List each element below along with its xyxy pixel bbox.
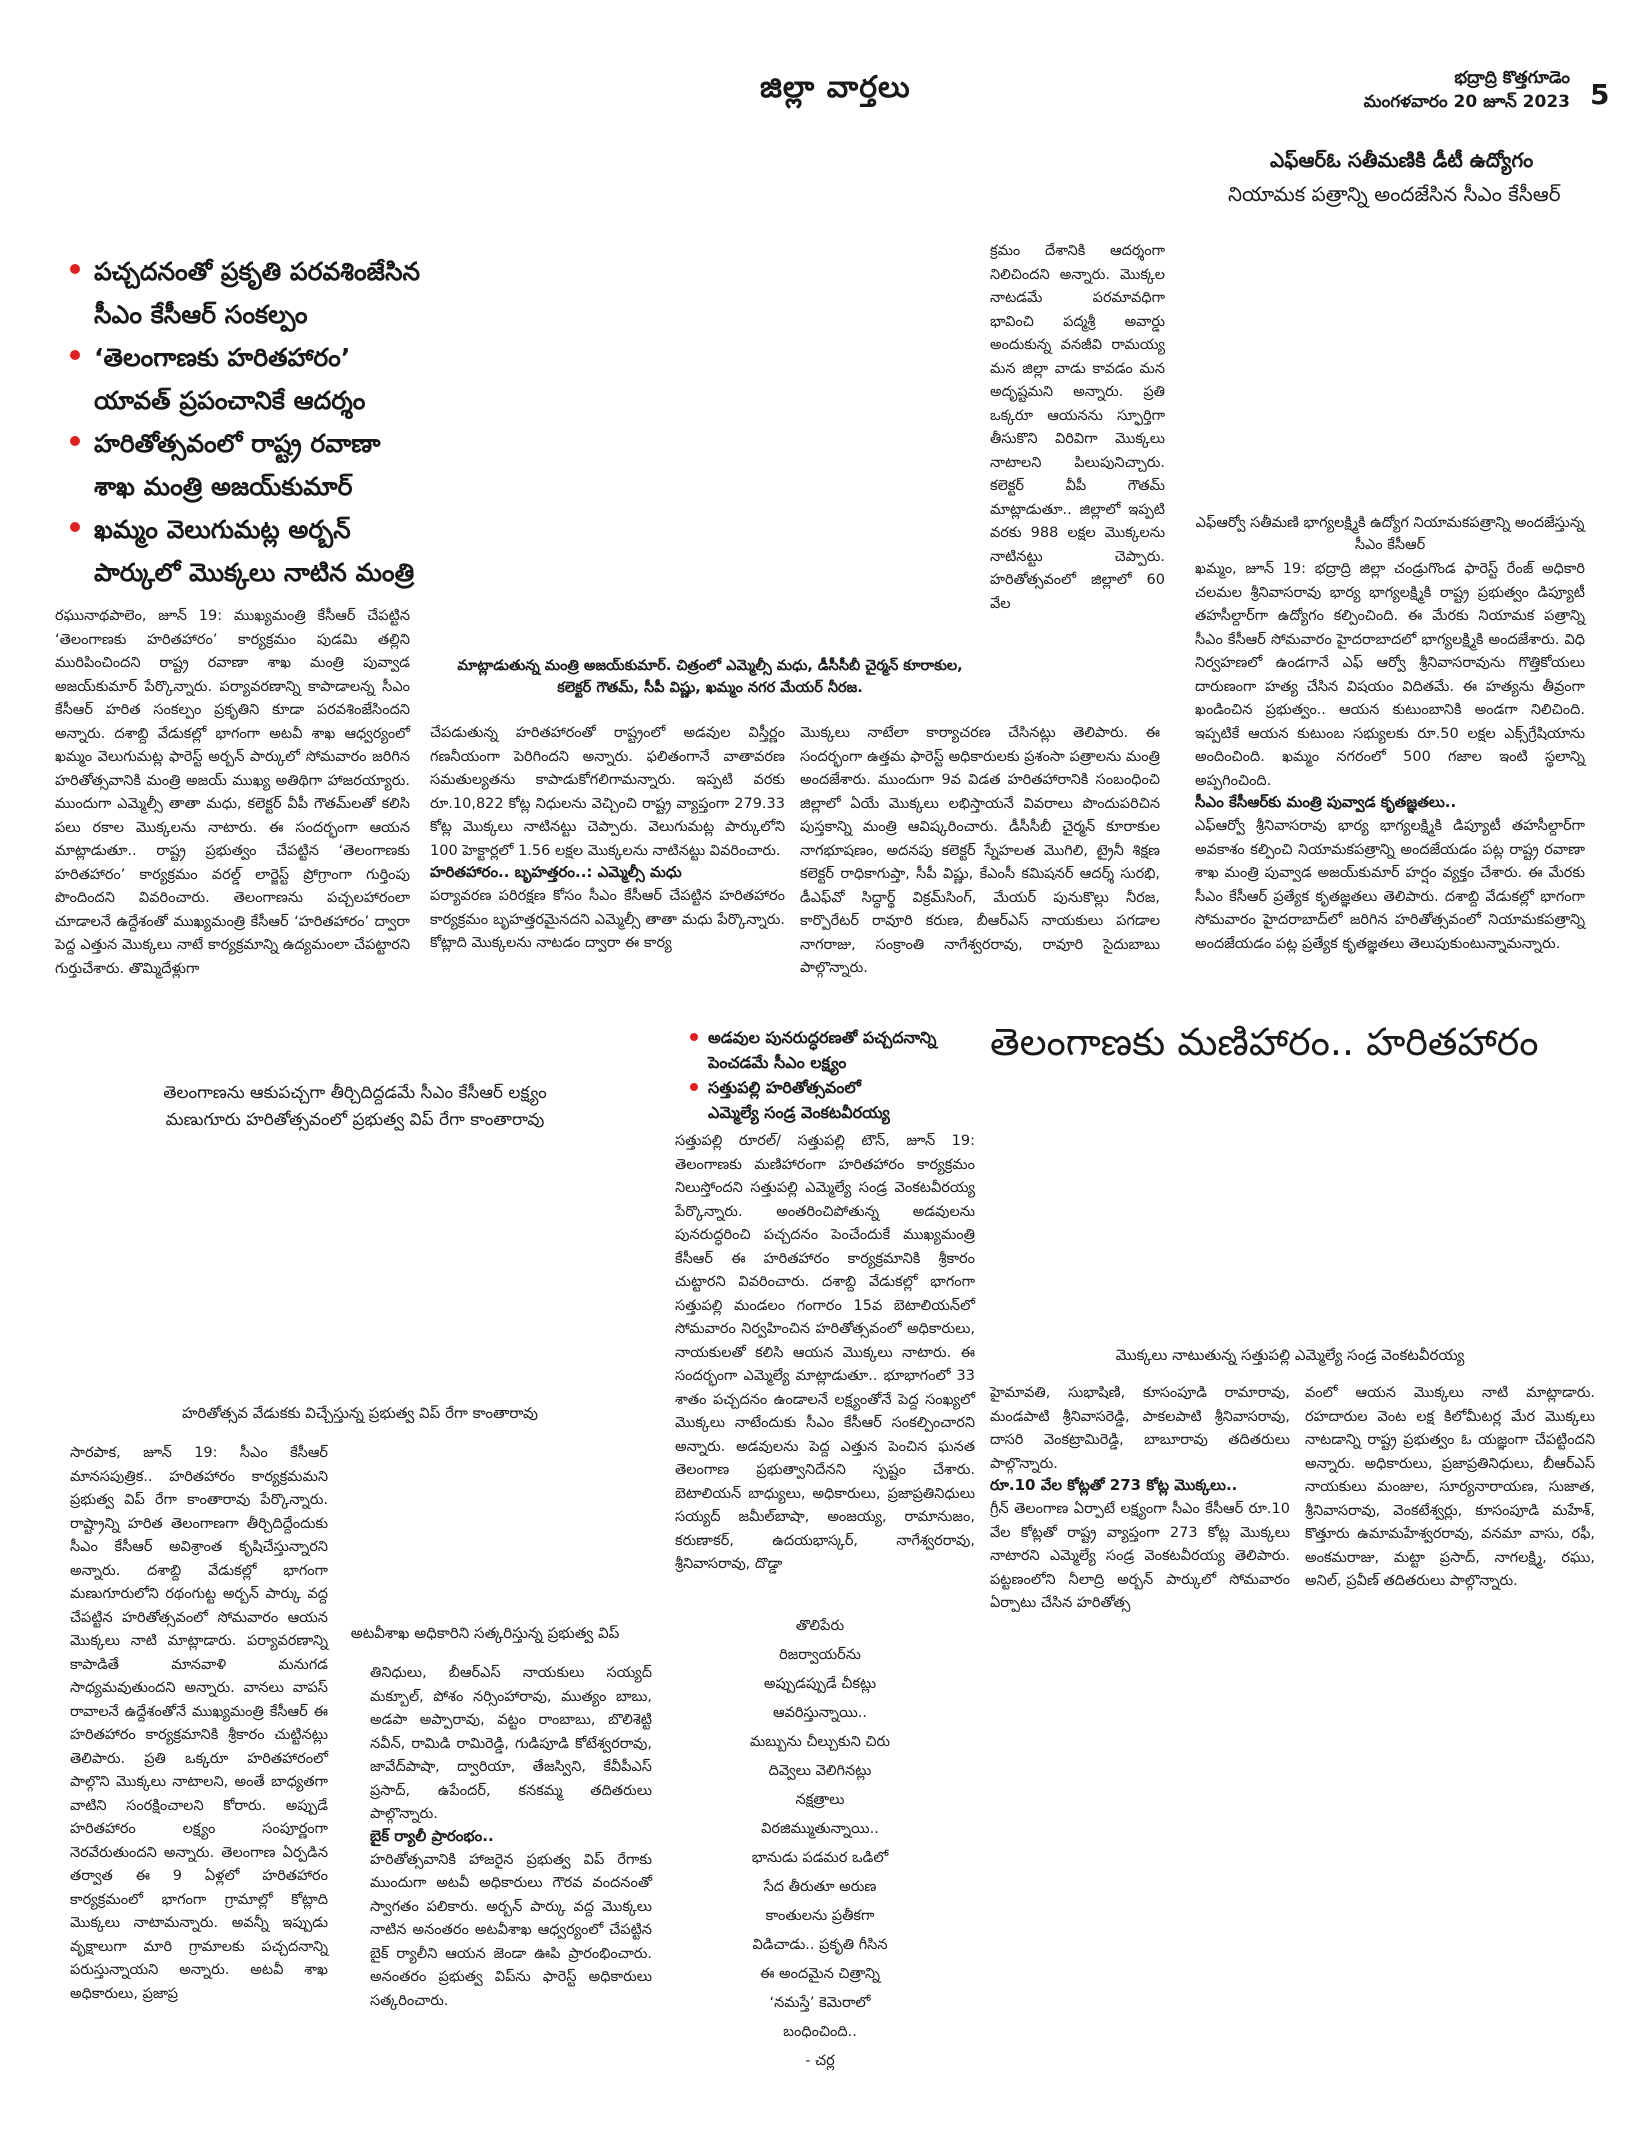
sathupalli-bullets [690,1025,980,1125]
poem-line: ఆవరిస్తున్నాయి.. [773,1705,867,1721]
sathupalli-bullet-1: అడవుల పునరుద్ధరణతో పచ్చదనాన్ని [690,1025,980,1050]
manuguru-headline-line-1: తెలంగాణను ఆకుపచ్చగా తీర్చిదిద్దడమే సీఎం కేసీఆర్ లక్ష్యం [163,1083,547,1103]
bullet-dot [70,350,80,360]
manuguru-col-1: సారపాక, జూన్ 19: సీఎం కేసీఆర్ మానసపుత్రిక.. హరితహారం కార్యక్రమమని ప్రభుత్వ విప్ రేగా కాంతారావు పేర్కొన్నారు. రాష్ట్రాన్ని హరిత తెలంగాణగా తీర్చిదిద్దేందుకు సీఎం కేసీఆర్ అవిశ్రాంత కృషిచేస్తున్నారని అన్నారు. దశాబ్ది వేడుకల్లో భాగంగా మణుగూరులోని రథంగుట్ట అర్బన్ పార్కు వద్ద చేపట్టిన హరితోత్సవంలో సోమవారం ఆయన మొక్కలు నాటి మాట్లాడారు. పర్యావరణాన్ని కాపాడితే మానవాళి మనుగడ సాధ్యమవుతుందని అన్నారు. వానలు వాపస్ రావాలనే ఉద్దేశంతోనే ముఖ్యమంత్రి కేసీఆర్ ఈ హరితహారం కార్యక్రమానికి శ్రీకారం చుట్టినట్లు తెలిపారు. ప్రతి ఒక్కరూ హరితహారంలో పాల్గొని మొక్కలు నాటాలని, అంతే బాధ్యతగా వాటిని సంరక్షించాలని కోరారు. అప్పుడే హరితహారం లక్ష్యం సంపూర్ణంగా నెరవేరుతుందని అన్నారు. తెలంగాణ ఏర్పడిన తర్వాత ఈ 9 ఏళ్లలో హరితహారం కార్యక్రమంలో భాగంగా గ్రామాల్లో కోట్లాది మొక్కలు నాటామన్నారు. అవన్నీ ఇప్పుడు వృక్షాలుగా మారి గ్రామాలకు పచ్చదనాన్ని పరుస్తున్నాయని అన్నారు. అటవీ శాఖ అధికారులు, ప్రజాప్ర [70,1445,328,2002]
main-col-2-text-b: పర్యావరణ పరిరక్షణ కోసం సీఎం కేసీఆర్ చేపట్టిన హరితహారం కార్యక్రమం బృహత్తరమైనదని ఎమ్మెల్సీ తాతా మధు పేర్కొన్నారు. కోట్లాది మొక్కలను నాటడం ద్వారా ఈ కార్య [430,888,785,951]
main-col-2-subhead: హరితహారం.. బృహత్తరం..: ఎమ్మెల్సీ మధు [430,863,682,881]
manuguru-photo-1 [55,1150,655,1390]
reservoir-poem [680,1612,960,2076]
fro-article-body [1195,558,1585,956]
section-title: జిల్లా వార్తలు [760,70,911,105]
sathupalli-col-2-subhead: రూ.10 వేల కోట్లతో 273 కోట్ల మొక్కలు.. [990,1476,1238,1494]
sathupalli-photo-caption: మొక్కలు నాటుతున్న సత్తుపల్లి ఎమ్మెల్యే సండ్ర వెంకటవీరయ్య [1115,1346,1465,1364]
bullet-dot [70,522,80,532]
main-col-3: మొక్కలు నాటేలా కార్యాచరణ చేసినట్లు తెలిపారు. ఈ సందర్భంగా ఉత్తమ ఫారెస్ట్ అధికారులకు ప్రశంసా పత్రాలను మంత్రి అందజేశారు. ముందుగా 9వ విడత హరితహారానికి సంబంధించి జిల్లాలో ఏయే మొక్కలు లభిస్తాయనే వివరాలు పొందుపరిచిన పుస్తకాన్ని మంత్రి ఆవిష్కరించారు. డీసీసీబీ చైర్మన్ కూరాకుల నాగభూషణం, అదనపు కలెక్టర్ స్నేహలత మొగిలి, ట్రైనీ శిక్షణ కలెక్టర్ రాధికాగుప్తా, సీపీ విష్ణు, కేఎంసీ కమిషనర్ ఆదర్శ్ సురభి, డీఎఫ్‌వో సిద్ధార్థ్ విక్రమ్‌సింగ్, మేయర్ పునుకొల్లు నీరజ, కార్పొరేటర్ రావూరి కరుణ, బీఆర్ఎస్ నాయకులు పగడాల నాగరాజు, సంక్రాంతి నాగేశ్వరరావు, రావూరి సైదుబాబు పాల్గొన్నారు. [800,725,1160,976]
poem-line: నక్షత్రాలు [795,1792,845,1808]
fro-headline: ఎఫ్ఆర్ఓ సతీమణికి డీటీ ఉద్యోగం [1270,148,1534,172]
main-bullets [70,250,490,594]
poem-line: ‘నమస్తే’ కెమెరాలో [769,1995,871,2011]
main-col-2 [430,722,785,956]
poem-line: అప్పుడప్పుడే చీకట్లు [763,1676,877,1692]
bullet-dot [70,436,80,446]
sathupalli-col-1: సత్తుపల్లి రూరల్/ సత్తుపల్లి టౌన్, జూన్ 19: తెలంగాణకు మణిహారంగా హరితహారం కార్యక్రమం నిలుస్తోందని సత్తుపల్లి ఎమ్మెల్యే సండ్ర వెంకటవీరయ్య పేర్కొన్నారు. అంతరించిపోతున్న అడవులను పునరుద్ధరించి పచ్చదనం పెంచేందుకే ముఖ్యమంత్రి కేసీఆర్ ఈ హరితహారం కార్యక్రమానికి శ్రీకారం చుట్టారని వివరించారు. దశాబ్ది వేడుకల్లో భాగంగా సత్తుపల్లి మండలం గంగారం 15వ బెటాలియన్‌లో సోమవారం నిర్వహించిన హరితోత్సవంలో అధికారులు, నాయకులతో కలిసి ఆయన మొక్కలు నాటారు. ఈ సందర్భంగా ఎమ్మెల్యే మాట్లాడుతూ.. భూభాగంలో 33 శాతం పచ్చదనం ఉండాలనే లక్ష్యంతోనే పెద్ద సంఖ్యలో మొక్కలు నాటేందుకు సీఎం కేసీఆర్ సంకల్పించారని అన్నారు. అడవులను పెద్ద ఎత్తున పెంచిన ఘనత తెలంగాణ ప్రభుత్వానిదేనని స్పష్టం చేశారు. బెటాలియన్ బాధ్యులు, అధికారులు, ప్రజాప్రతినిధులు సయ్యద్ జమీల్‌బాషా, అంజయ్య, రామానుజం, కరుణాకర్, ఉదయభాస్కర్, నాగేశ్వరరావు, శ్రీనివాసరావు, దొడ్డా [675,1133,975,1572]
sathupalli-col-3: వంలో ఆయన మొక్కలు నాటి మాట్లాడారు. రహదారుల వెంట లక్ష కిలోమీటర్ల మేర మొక్కలు నాటడాన్ని రాష్ట్ర ప్రభుత్వం ఓ యజ్ఞంగా చేపట్టిందని అన్నారు. అధికారులు, ప్రజాప్రతినిధులు, బీఆర్ఎస్ నాయకులు మంజుల, సూర్యనారాయణ, సుజాత, శ్రీనివాసరావు, వెంకటేశ్వర్లు, కూసంపూడి మహేశ్, కొత్తూరు ఉమామహేశ్వరరావు, వనమా వాసు, రఫీ, అంకమరాజు, మట్టా ప్రసాద్, నాగలక్ష్మి, రఘు, అనిల్, ప్రవీణ్ తదితరులు పాల్గొన్నారు. [1305,1385,1595,1589]
manuguru-col-2-text-b: హరితోత్సవానికి హాజరైన ప్రభుత్వ విప్ రేగాకు ముందుగా అటవీ అధికారులు గౌరవ వందనంతో స్వాగతం పలికారు. అర్బన్ పార్కు వద్ద మొక్కలు నాటిన అనంతరం అటవీశాఖ ఆధ్వర్యంలో చేపట్టిన బైక్ ర్యాలీని ఆయన జెండా ఊపి ప్రారంభించారు. అనంతరం ప్రభుత్వ విప్‌ను ఫారెస్ట్ అధికారులు సత్కరించారు. [370,1851,652,2009]
main-bullet-2: ‘తెలంగాణకు హరితహారం’ [70,336,490,379]
main-col-2-text: చేపడుతున్న హరితహారంతో రాష్ట్రంలో అడవుల విస్తీర్ణం గణనీయంగా పెరిగిందని అన్నారు. ఫలితంగానే వాతావరణ సమతుల్యతను కాపాడుకోగలిగామన్నారు. ఇప్పటి వరకు రూ.10,822 కోట్ల నిధులను వెచ్చించి రాష్ట్ర వ్యాప్తంగా 279.33 కోట్ల మొక్కలు నాటినట్టు చెప్పారు. వెలుగుమట్ల పార్కులోని 100 హెక్టార్లలో 1.56 లక్షల మొక్కలను నాటినట్టు వివరించారు. [430,725,785,859]
place-label: భద్రాద్రి కొత్తగూడెం [1454,68,1570,88]
main-bullet-3-cont: శాఖ మంత్రి అజయ్‌కుమార్ [94,472,353,501]
sathupalli-col-2-text-b: గ్రీన్ తెలంగాణ ఏర్పాటే లక్ష్యంగా సీఎం కేసీఆర్ రూ.10 వేల కోట్లతో రాష్ట్ర వ్యాప్తంగా 273 కోట్ల మొక్కలు నాటారని ఎమ్మెల్యే సండ్ర వెంకటవీరయ్య తెలిపారు. పట్టణంలోని నీలాద్రి అర్బన్ పార్కులో సోమవారం ఏర్పాటు చేసిన హరితోత్స [990,1501,1290,1611]
fro-body-1: ఖమ్మం, జూన్ 19: భద్రాద్రి జిల్లా చండ్రుగొండ ఫారెస్ట్ రేంజ్ అధికారి చలమల శ్రీనివాసరావు భార్య భాగ్యలక్ష్మికి రాష్ట్ర ప్రభుత్వం డిప్యూటీ తహసీల్దార్‌గా ఉద్యోగం కల్పించింది. ఈ మేరకు నియామక పత్రాన్ని సీఎం కేసీఆర్ సోమవారం హైదరాబాదలో భాగ్యలక్ష్మికి అందజేశారు. విధి నిర్వహణలో ఉండగానే ఎఫ్ ఆర్వో శ్రీనివాసరావును గొత్తికోయలు దారుణంగా హత్య చేసిన విషయం విదితమే. ఈ హత్యను తీవ్రంగా ఖండించిన ప్రభుత్వం.. ఆయన కుటుంబానికి అండగా నిలిచింది. ఇప్పటికే ఆయన కుటుంబ సభ్యులకు రూ.50 లక్షల ఎక్స్‌గ్రేషియాను అందించింది. ఖమ్మం నగరంలో 500 గజాల ఇంటి స్థలాన్ని అప్పగించింది. [1195,561,1585,789]
masthead-info [1240,68,1570,116]
sathupalli-bullet-2-cont: ఎమ్మెల్యే సండ్ర వెంకటవీరయ్య [708,1103,890,1122]
main-bullet-3: హరితోత్సవంలో రాష్ట్ర రవాణా [70,422,490,465]
sathupalli-col-2 [990,1382,1290,1616]
fro-subheadline: నియామక పత్రాన్ని అందజేసిన సీఎం కేసీఆర్ [1228,182,1561,206]
main-bullet-4: ఖమ్మం వెలుగుమట్ల అర్బన్ [70,508,490,551]
main-bullet-1-cont: సీఎం కేసీఆర్ సంకల్పం [94,300,308,329]
poem-line: విడిచాడు.. ప్రకృతి గీసిన [752,1937,888,1953]
fro-photo-caption: ఎఫ్ఆర్వో సతీమణి భాగ్యలక్ష్మికి ఉద్యోగ నియామకపత్రాన్ని అందజేస్తున్న సీఎం కేసీఆర్ [1195,515,1585,553]
manuguru-headline [90,1080,620,1134]
page-number: 5 [1590,78,1610,111]
manuguru-col-2 [370,1662,652,2013]
poem-line: మబ్బును చీల్చుకుని చిరు [749,1734,891,1750]
sathupalli-bullet-1-cont: పెంచడమే సీఎం లక్ష్యం [708,1053,847,1072]
reservoir-photo [980,1630,1590,2090]
poem-credit: - చర్ల [805,2053,835,2069]
main-col-right-top: క్రమం దేశానికి ఆదర్శంగా నిలిచిందని అన్నారు. మొక్కల నాటడమే పరమావధిగా భావించి పద్మశ్రీ అవార్డు అందుకున్న వనజీవి రామయ్య మన జిల్లా వాడు కావడం మన అదృష్టమని అన్నారు. ప్రతి ఒక్కరూ ఆయనను స్ఫూర్తిగా తీసుకొని విరివిగా మొక్కలు నాటాలని పిలుపునిచ్చారు. కలెక్టర్ వీపీ గౌతమ్ మాట్లాడుతూ.. జిల్లాలో ఇప్పటి వరకు 988 లక్షల మొక్కలను నాటినట్టు చెప్పారు. హరితోత్సవంలో జిల్లాలో 60 వేల [990,243,1165,612]
manuguru-col-2-text: తినిధులు, బీఆర్ఎస్ నాయకులు సయ్యద్ మక్బూల్, పోశం నర్సింహారావు, ముత్యం బాబు, అడపా అప్పారావు, వట్టం రాంబాబు, బొలిశెట్టి నవీన్, రామిడి రామిరెడ్డి, గుడిపూడి కోటేశ్వరరావు, జావేద్‌పాషా, ద్వారియా, తేజస్విని, కేవీపీఎస్ ప్రసాద్, ఉపేందర్, కనకమ్మ తదితరులు పాల్గొన్నారు. [370,1665,652,1822]
main-col-1: రఘునాథపాలెం, జూన్ 19: ముఖ్యమంత్రి కేసీఆర్ చేపట్టిన ‘తెలంగాణకు హరితహారం’ కార్యక్రమం పుడమి తల్లిని మురిపించిందని రాష్ట్ర రవాణా శాఖ మంత్రి పువ్వాడ అజయ్‌కుమార్ పేర్కొన్నారు. పర్యావరణాన్ని కాపాడాలన్న సీఎం కేసీఆర్ హరిత సంకల్పం ప్రకృతిని కూడా పరవశింజేసిందని అన్నారు. దశాబ్ది వేడుకల్లో భాగంగా అటవీ శాఖ ఆధ్వర్యంలో ఖమ్మం వెలుగుమట్ల ఫారెస్ట్ అర్బన్ పార్కులో సోమవారం జరిగిన హరితోత్సవానికి మంత్రి అజయ్ ముఖ్య అతిథిగా హాజరయ్యారు. ముందుగా ఎమ్మెల్సీ తాతా మధు, కలెక్టర్ వీపీ గౌతమ్‌లతో కలిసి పలు రకాల మొక్కలను నాటారు. ఈ సందర్భంగా ఆయన మాట్లాడుతూ.. రాష్ట్ర ప్రభుత్వం చేపట్టిన ‘తెలంగాణకు హరితహారం’ కార్యక్రమం వరల్డ్ లార్జెస్ట్ ప్రోగ్రాంగా గుర్తింపు పొందిందని వివరించారు. తెలంగాణను పచ్చలహారంలా చూడాలనే ఉద్దేశంతో ముఖ్యమంత్రి కేసీఆర్ ‘హరితహారం’ ద్వారా పెద్ద ఎత్తున మొక్కలు నాటే కార్యక్రమాన్ని ఉద్యమంలా చేపట్టారని గుర్తుచేశారు. తొమ్మిదేళ్లుగా [55,608,410,977]
sathupalli-big-headline: తెలంగాణకు మణిహారం.. హరితహారం [990,1020,1539,1064]
manuguru-headline-line-2: మణుగూరు హరితోత్సవంలో ప్రభుత్వ విప్ రేగా కాంతారావు [165,1110,545,1130]
poem-line: విరజిమ్ముతున్నాయి.. [761,1821,879,1837]
manuguru-photo-caption-1: హరితోత్సవ వేడుకకు విచ్చేస్తున్న ప్రభుత్వ విప్ రేగా కాంతారావు [181,1404,538,1422]
poem-line: తొలిపేరు [795,1618,845,1634]
fro-photo [1200,230,1580,500]
date-label: మంగళవారం 20 జూన్ 2023 [1363,92,1570,112]
poem-line: దివ్వెలు వెలిగినట్లు [768,1763,872,1779]
fro-subhead: సీఎం కేసీఆర్‌కు మంత్రి పువ్వాడ కృతజ్ఞతలు.. [1195,793,1457,811]
fro-body-2: ఎఫ్ఆర్వో శ్రీనివాసరావు భార్య భాగ్యలక్ష్మికి డిప్యూటీ తహసీల్దార్‌గా అవకాశం కల్పించి నియామకపత్రాన్ని అందజేయడం పట్ల రాష్ట్ర రవాణా శాఖ మంత్రి పువ్వాడ అజయ్‌కుమార్ హర్షం వ్యక్తం చేశారు. ఈ మేరకు సీఎం కేసీఆర్ ప్రత్యేక కృతజ్ఞతలు తెలిపారు. దశాబ్ది వేడుకల్లో భాగంగా సోమవారం హైదరాబాద్‌లో జరిగిన హరితోత్సవంలో నియామకపత్రాన్ని అందజేయడం పట్ల ప్రత్యేక కృతజ్ఞతలు తెలుపుకుంటున్నామన్నారు. [1195,818,1585,952]
manuguru-col-2-subhead: బైక్ ర్యాలీ ప్రారంభం.. [370,1826,494,1845]
main-bullet-1: పచ్చదనంతో ప్రకృతి పరవశింజేసిన [70,250,490,293]
main-bullet-2-cont: యావత్ ప్రపంచానికే ఆదర్శం [94,386,366,415]
main-bullet-4-cont: పార్కులో మొక్కలు నాటిన మంత్రి [94,558,415,587]
poem-line: రిజర్వాయర్‌ను [779,1647,861,1663]
bullet-dot [690,1083,698,1091]
bullet-dot [690,1033,698,1041]
main-photo [430,240,970,640]
poem-line: ఈ అందమైన చిత్రాన్ని [760,1966,880,1982]
poem-line: భానుడు పడమర ఒడిలో [751,1850,889,1866]
sathupalli-col-2-text: హైమావతి, సుభాషిణి, కూసంపూడి రామారావు, మండపాటి శ్రీనివాసరెడ్డి, పాకలపాటి శ్రీనివాసరావు, దాసరి వెంకట్రామిరెడ్డి, బాబూరావు తదితరులు పాల్గొన్నారు. [990,1385,1290,1472]
sathupalli-bullet-2: సత్తుపల్లి హరితోత్సవంలో [690,1075,980,1100]
main-photo-caption: మాట్లాడుతున్న మంత్రి అజయ్‌కుమార్. చిత్రంలో ఎమ్మెల్సీ మధు, డీసీసీబీ చైర్మన్ కూరాకుల, కలెక్టర్ గౌతమ్, సీపీ విష్ణు, ఖమ్మం నగర మేయర్ నీరజ. [457,658,963,696]
bullet-dot [70,264,80,274]
poem-line: సేద తీరుతూ అరుణ [763,1879,877,1895]
sathupalli-photo [985,1090,1585,1340]
poem-line: బంధించింది.. [783,2024,857,2040]
manuguru-photo-caption-2: అటవీశాఖ అధికారిని సత్కరిస్తున్న ప్రభుత్వ విప్ [350,1624,620,1642]
manuguru-photo-2 [340,1450,650,1610]
poem-line: కాంతులను ప్రతీకగా [765,1908,875,1924]
